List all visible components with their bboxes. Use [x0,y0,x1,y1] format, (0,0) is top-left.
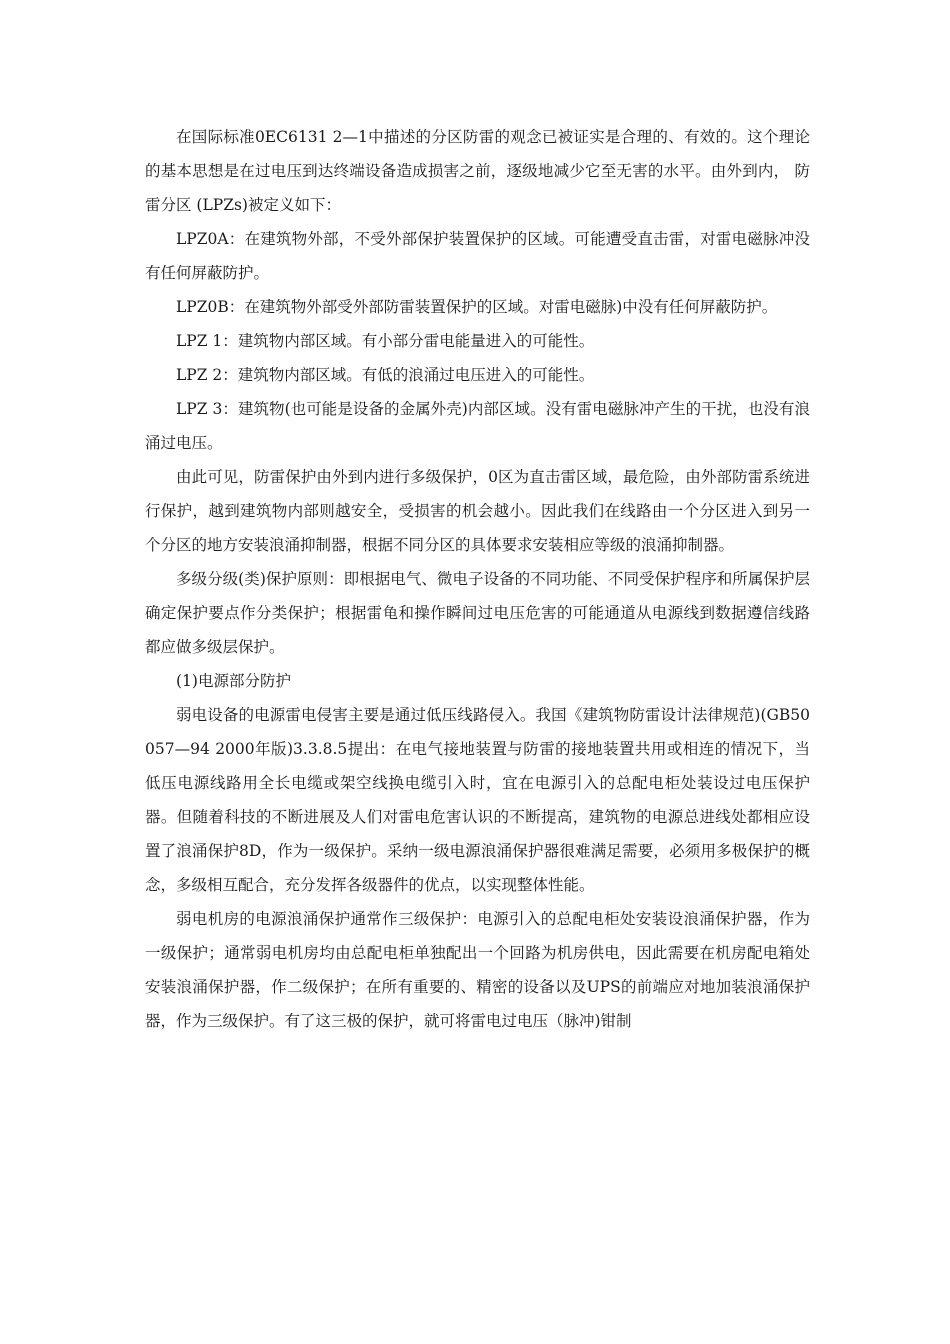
definition-lpz2: LPZ 2：建筑物内部区域。有低的浪涌过电压进入的可能性。 [176,366,595,384]
paragraph-classification-principle: 多级分级(类)保护原则：即根据电气、微电子设备的不同功能、不同受保护程序和所属保护层确定保护要点作分类保护；根据雷龟和操作瞬间过电压危害的可能通道从电源线到数据遵信线路都应做多级层保护。 [145,570,810,656]
paragraph-power-intrusion: 弱电设备的电源雷电侵害主要是通过低压线路侵入。我国《建筑物防雷设计法律规范)(GB50057—94 2000年版)3.3.8.5提出：在电气接地装置与防雷的接地装置共用或相连的情况下，当低压电源线路用全长电缆或架空线换电缆引入时，宜在电源引入的总配电柜处装设过电压保护器。但随着科技的不断进展及人们对雷电危害认识的不断提高，建筑物的电源总进线处都相应设置了浪涌保护8D，作为一级保护。采纳一级电源浪涌保护器很难满足需要，必须用多极保护的概念，多级相互配合，充分发挥各级器件的优点，以实现整体性能。 [145,706,810,894]
paragraph-multilevel-protection: 由此可见，防雷保护由外到内进行多级保护，0区为直击雷区域，最危险，由外部防雷系统进行保护，越到建筑物内部则越安全，受损害的机会越小。因此我们在线路由一个分区进入到另一个分区的地方安装浪涌抑制器，根据不同分区的具体要求安装相应等级的浪涌抑制器。 [145,468,810,554]
definition-lpz1: LPZ 1：建筑物内部区域。有小部分雷电能量进入的可能性。 [176,332,595,350]
section-heading-power-protection: (1)电源部分防护 [176,672,291,690]
document-body [145,120,810,1038]
paragraph-intro: 在国际标准0EC6131 2—1中描述的分区防雷的观念已被证实是合理的、有效的。这个理论的基本思想是在过电压到达终端设备造成损害之前，逐级地减少它至无害的水平。由外到内， 防雷分区 (LPZs)被定义如下： [145,128,810,214]
definition-lpz0b: LPZ0B：在建筑物外部受外部防雷装置保护的区域。对雷电磁脉)中没有任何屏蔽防护。 [176,298,778,316]
definition-lpz3: LPZ 3：建筑物(也可能是设备的金属外壳)内部区域。没有雷电磁脉冲产生的干扰，也没有浪涌过电压。 [145,400,810,452]
definition-lpz0a: LPZ0A：在建筑物外部，不受外部保护装置保护的区域。可能遭受直击雷，对雷电磁脉冲没有任何屏蔽防护。 [145,230,810,282]
paragraph-three-level-protection: 弱电机房的电源浪涌保护通常作三级保护：电源引入的总配电柜处安装设浪涌保护器，作为一级保护；通常弱电机房均由总配电柜单独配出一个回路为机房供电，因此需要在机房配电箱处安装浪涌保护器，作二级保护；在所有重要的、精密的设备以及UPS的前端应对地加装浪涌保护器，作为三级保护。有了这三极的保护，就可将雷电过电压（脉冲)钳制 [145,910,810,1030]
